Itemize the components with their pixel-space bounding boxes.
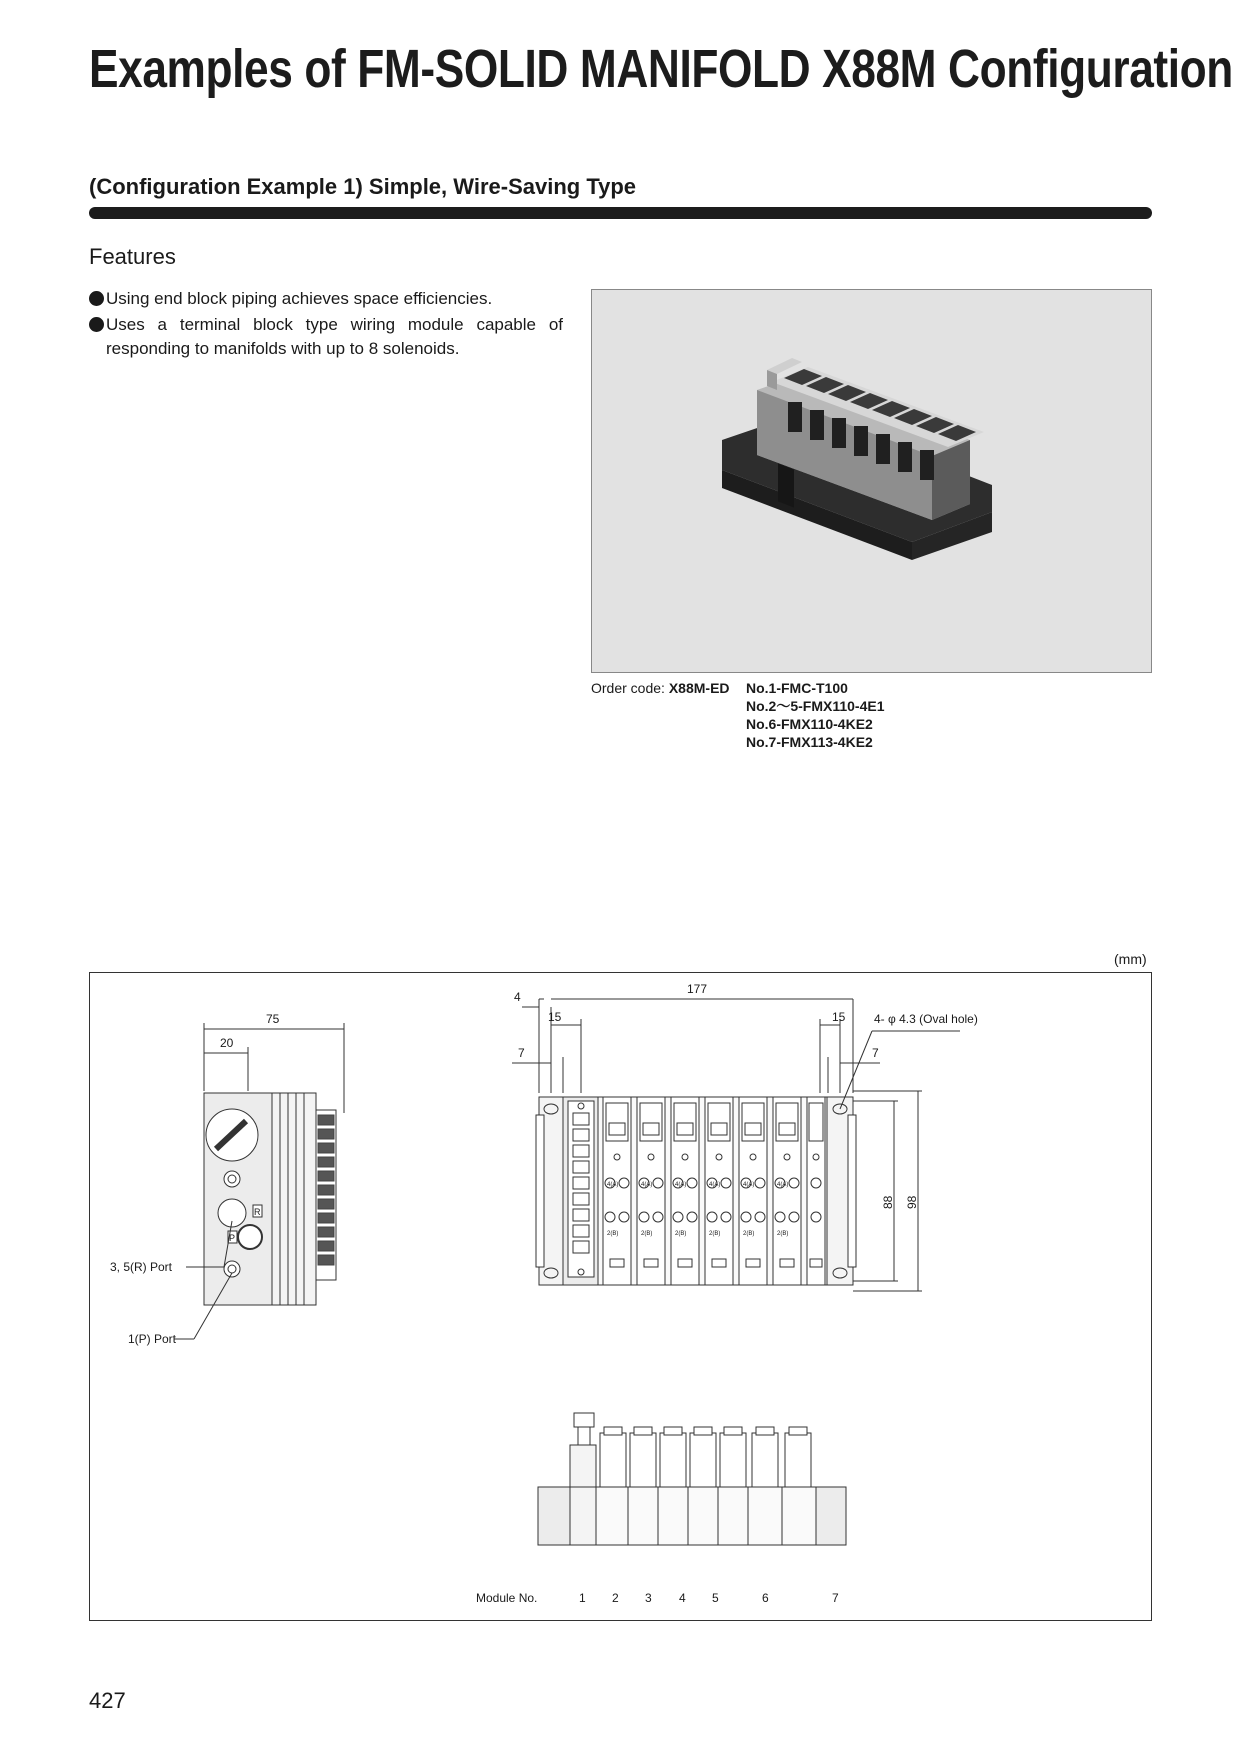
dim-right-small: 7	[872, 1046, 879, 1060]
dim-overall-length: 177	[687, 982, 708, 996]
port-b-mark: 2(B)	[641, 1231, 653, 1237]
page-title: Examples of FM-SOLID MANIFOLD X88M Configuration	[89, 39, 1233, 99]
order-code-model: X88M-ED	[668, 680, 730, 696]
port-b-mark: 2(B)	[675, 1231, 687, 1237]
dim-left-pitch: 15	[548, 1010, 562, 1024]
bullet-icon	[89, 291, 104, 306]
feature-text: responding to manifolds with up to 8 solenoids.	[106, 339, 460, 358]
module-number: 1	[579, 1591, 586, 1605]
p-mark: P	[229, 1233, 236, 1243]
feature-item	[89, 312, 563, 338]
port-a-mark: 4(A)	[607, 1182, 619, 1188]
section-divider	[89, 207, 1152, 219]
order-code	[591, 679, 730, 697]
dim-side-inner: 20	[220, 1036, 234, 1050]
port-b-mark: 2(B)	[607, 1231, 619, 1237]
port-b-mark: 2(B)	[743, 1231, 755, 1237]
module-number: 3	[645, 1591, 652, 1605]
dim-right-pitch: 15	[832, 1010, 846, 1024]
manifold-photo-illustration	[592, 290, 1151, 672]
side-view	[174, 1023, 344, 1339]
order-code-line: No.6-FMX110-4KE2	[746, 716, 873, 732]
front-view	[538, 1413, 846, 1545]
product-photo	[591, 289, 1152, 673]
port-a-mark: 4(A)	[641, 1182, 653, 1188]
order-code-line: No.7-FMX113-4KE2	[746, 734, 873, 750]
feature-text: Uses a terminal block type wiring module capable of	[106, 315, 563, 334]
top-view	[512, 999, 960, 1291]
feature-item	[89, 286, 563, 312]
dim-side-overall: 75	[266, 1012, 280, 1026]
order-code-line: No.1-FMC-T100	[746, 680, 848, 696]
port-b-mark: 2(B)	[777, 1231, 789, 1237]
module-number: 5	[712, 1591, 719, 1605]
p-port-label: 1(P) Port	[128, 1332, 177, 1346]
dim-height-inner: 88	[881, 1195, 895, 1209]
port-a-mark: 4(A)	[743, 1182, 755, 1188]
module-number: 6	[762, 1591, 769, 1605]
order-code-list	[746, 679, 885, 751]
module-number: 2	[612, 1591, 619, 1605]
module-number: 4	[679, 1591, 686, 1605]
r-port-label: 3, 5(R) Port	[110, 1260, 173, 1274]
bullet-icon	[89, 317, 104, 332]
p-port-icon	[238, 1225, 262, 1249]
port-b-mark: 2(B)	[709, 1231, 721, 1237]
feature-text: Using end block piping achieves space efficiencies.	[106, 289, 493, 308]
feature-text-continued	[89, 336, 563, 362]
drawing-canvas	[90, 973, 1151, 1620]
module-number: 7	[832, 1591, 839, 1605]
dim-left-small: 7	[518, 1046, 525, 1060]
port-a-mark: 4(A)	[777, 1182, 789, 1188]
hole-spec: 4- φ 4.3 (Oval hole)	[874, 1012, 978, 1026]
port-a-mark: 4(A)	[709, 1182, 721, 1188]
unit-label: (mm)	[1114, 951, 1147, 967]
order-code-line: No.2〜5-FMX110-4E1	[746, 698, 885, 714]
module-number-label: Module No.	[476, 1591, 538, 1605]
page-number: 427	[89, 1688, 126, 1713]
section-title: (Configuration Example 1) Simple, Wire-Saving Type	[89, 174, 637, 199]
dim-height-outer: 98	[905, 1195, 919, 1209]
port-a-mark: 4(A)	[675, 1182, 687, 1188]
dimension-drawing	[89, 972, 1152, 1621]
features-heading: Features	[89, 244, 176, 269]
dim-left-offset: 4	[514, 990, 521, 1004]
r-mark: R	[254, 1207, 261, 1217]
order-code-label: Order code:	[591, 680, 665, 696]
